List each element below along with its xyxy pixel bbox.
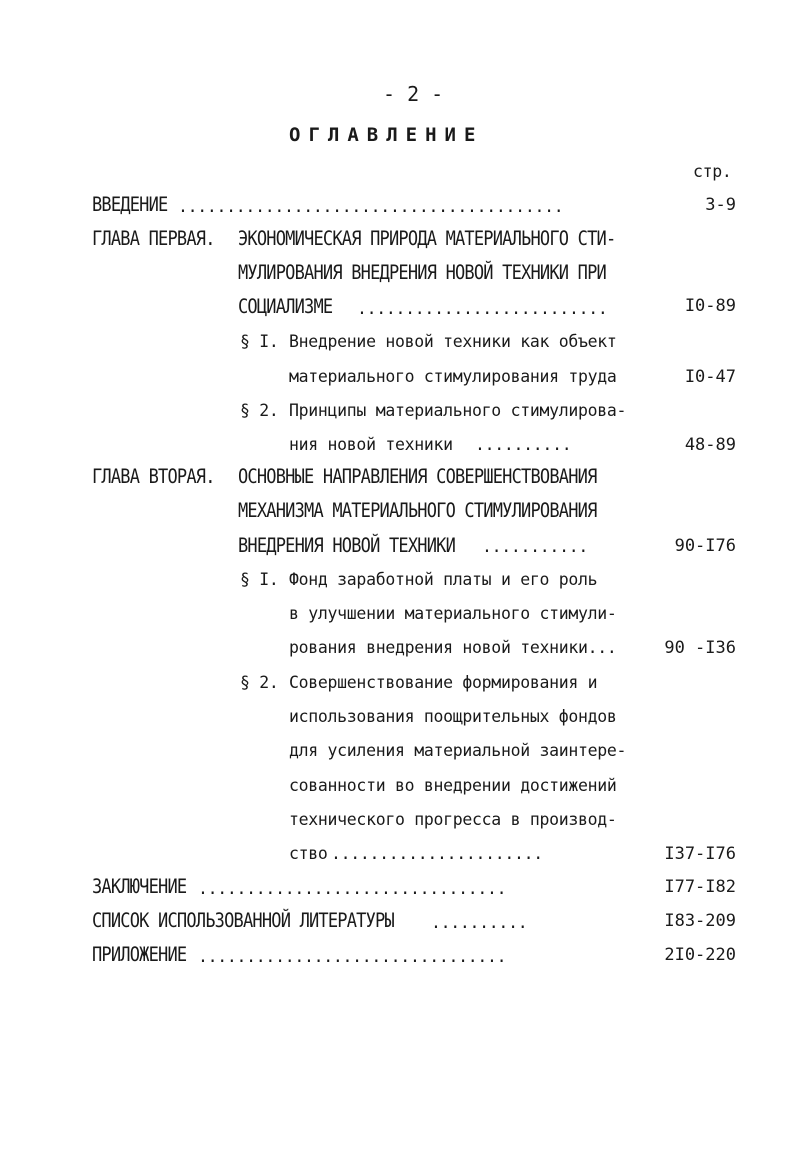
- toc-ch1-s2-dots: ..........: [475, 435, 572, 454]
- toc-ch1-s1-pages: I0-47: [684, 367, 736, 387]
- toc-ch2-s1-line: Фонд заработной платы и его роль: [289, 570, 598, 589]
- toc-ch1-s2-pages: 48-89: [684, 435, 736, 455]
- toc-intro-pages: 3-9: [705, 195, 736, 215]
- toc-ch1-prefix: ГЛАВА ПЕРВАЯ.: [92, 227, 215, 251]
- toc-ch2-s2-line: для усиления материальной заинтере-: [289, 741, 627, 760]
- toc-ch1-line: ЭКОНОМИЧЕСКАЯ ПРИРОДА МАТЕРИАЛЬНОГО СТИ-: [238, 227, 616, 251]
- toc-ch1-s2-line2: ния новой техники: [289, 435, 453, 454]
- toc-intro-dots: ........................................: [178, 197, 564, 216]
- toc-conclusion-label: ЗАКЛЮЧЕНИЕ: [92, 875, 187, 899]
- toc-literature-dots: ..........: [431, 913, 528, 932]
- toc-conclusion-pages: I77-I82: [664, 877, 736, 897]
- toc-ch2-dots: ...........: [482, 537, 588, 556]
- toc-ch2-s2-line: использования поощрительных фондов: [289, 707, 617, 726]
- toc-ch2-s1-num: § I.: [240, 570, 279, 589]
- toc-ch1-dots: ..........................: [357, 299, 608, 318]
- toc-ch1-pages: I0-89: [684, 296, 736, 316]
- toc-ch2-s1-last: рования внедрения новой техники...: [289, 638, 617, 657]
- toc-ch1-s2-line1: Принципы материального стимулирова-: [289, 401, 627, 420]
- toc-appendix-label: ПРИЛОЖЕНИЕ: [92, 943, 187, 967]
- toc-ch2-s2-line: сованности во внедрении достижений: [289, 776, 617, 795]
- toc-ch1-s1-line2: материального стимулирования труда: [289, 367, 617, 386]
- toc-ch2-s1-line: в улучшении материального стимули-: [289, 604, 617, 623]
- toc-ch1-s2-num: § 2.: [240, 401, 279, 420]
- toc-ch2-s2-pages: I37-I76: [664, 844, 736, 864]
- toc-ch1-s1-line1: Внедрение новой техники как объект: [289, 332, 617, 351]
- toc-appendix-dots: ................................: [198, 947, 507, 966]
- toc-ch2-s2-line: Совершенствование формирования и: [289, 673, 598, 692]
- toc-ch2-pages: 90-I76: [674, 536, 736, 556]
- toc-ch1-last: СОЦИАЛИЗМЕ: [238, 295, 333, 319]
- pages-column-label: стр.: [693, 162, 732, 181]
- toc-ch2-prefix: ГЛАВА ВТОРАЯ.: [92, 465, 215, 489]
- toc-ch2-s2-num: § 2.: [240, 673, 279, 692]
- toc-ch2-s2-last: ство: [289, 844, 328, 863]
- toc-appendix-pages: 2I0-220: [664, 945, 736, 965]
- toc-ch1-s1-num: § I.: [240, 332, 279, 351]
- toc-ch2-last: ВНЕДРЕНИЯ НОВОЙ ТЕХНИКИ: [238, 534, 456, 558]
- page-number: - 2 -: [383, 82, 444, 106]
- toc-ch2-s2-line: технического прогресса в производ-: [289, 810, 617, 829]
- toc-ch2-s1-pages: 90 -I36: [664, 638, 736, 658]
- toc-conclusion-dots: ................................: [198, 879, 507, 898]
- toc-ch1-line: МУЛИРОВАНИЯ ВНЕДРЕНИЯ НОВОЙ ТЕХНИКИ ПРИ: [238, 261, 606, 285]
- toc-ch2-line: ОСНОВНЫЕ НАПРАВЛЕНИЯ СОВЕРШЕНСТВОВАНИЯ: [238, 465, 597, 489]
- page-title: ОГЛАВЛЕНИЕ: [289, 124, 484, 146]
- toc-ch2-s2-dots: ......................: [331, 844, 543, 863]
- toc-literature-label: СПИСОК ИСПОЛЬЗОВАННОЙ ЛИТЕРАТУРЫ: [92, 909, 394, 933]
- toc-ch2-line: МЕХАНИЗМА МАТЕРИАЛЬНОГО СТИМУЛИРОВАНИЯ: [238, 499, 597, 523]
- toc-intro-label: ВВЕДЕНИЕ: [92, 193, 168, 217]
- toc-literature-pages: I83-209: [664, 911, 736, 931]
